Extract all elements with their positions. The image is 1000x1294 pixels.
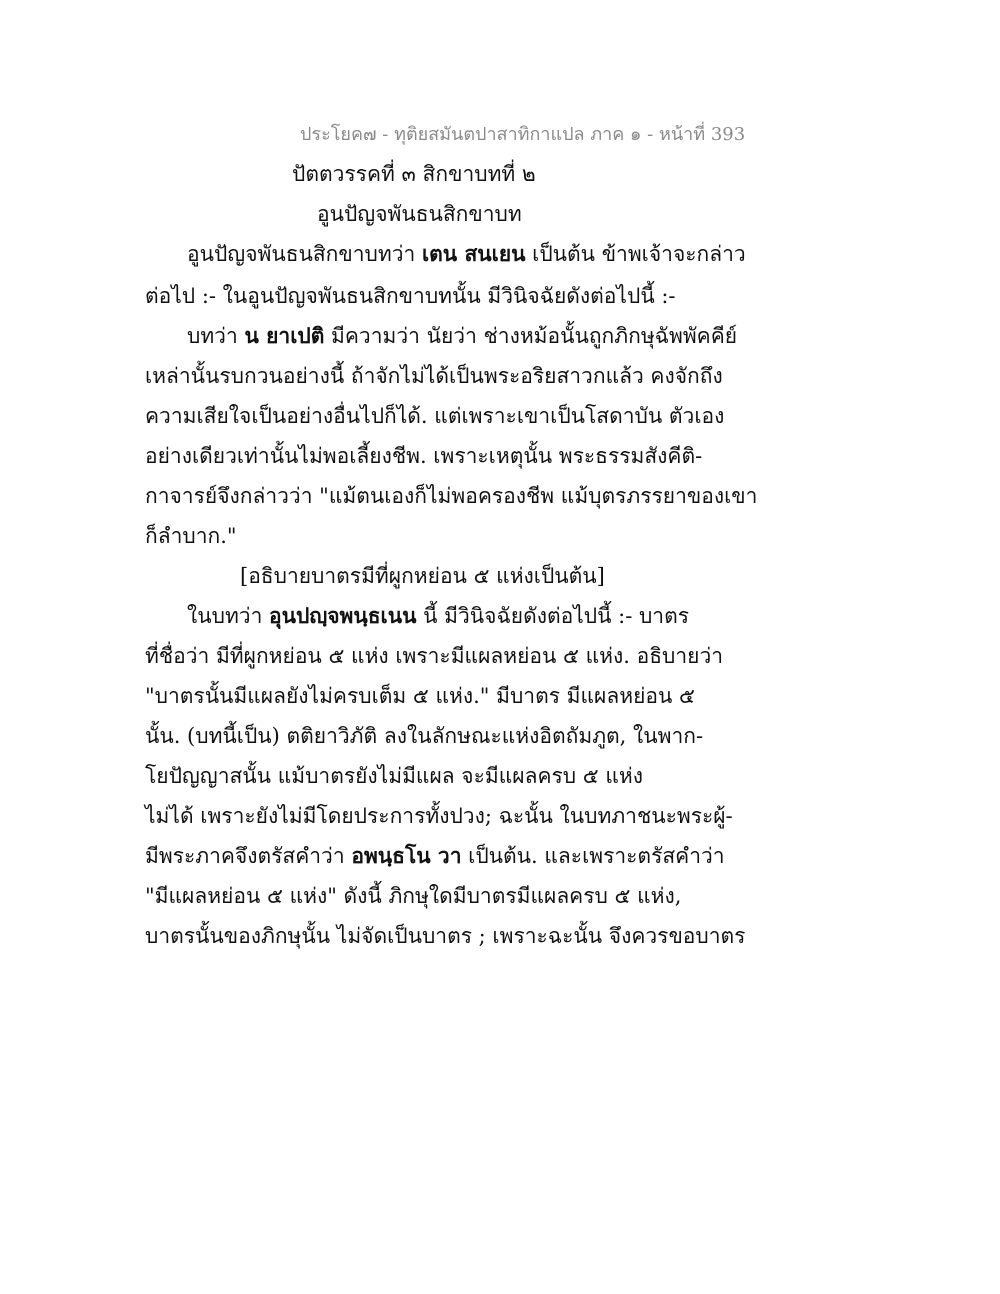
pali-term: อุนปญฺจพนฺธเนน bbox=[269, 603, 417, 628]
paragraph-3-line-1 bbox=[187, 602, 689, 630]
pali-term: น ยาเปติ bbox=[244, 323, 325, 348]
paragraph-1-line-1 bbox=[187, 240, 746, 268]
paragraph-3-line-9: บาตรนั้นของภิกษุนั้น ไม่จัดเป็นบาตร ; เพราะฉะนั้น จึงควรขอบาตร bbox=[145, 924, 746, 948]
running-head: ประโยค๗ - ทุติยสมันตปาสาทิกาแปล ภาค ๑ - หน้าที่ 393 bbox=[300, 124, 746, 145]
paragraph-3-line-8: "มีแผลหย่อน ๕ แห่ง" ดังนี้ ภิกษุใดมีบาตรมีแผลครบ ๕ แห่ง, bbox=[145, 884, 682, 908]
paragraph-2-line-2: เหล่านั้นรบกวนอย่างนี้ ถ้าจักไม่ได้เป็นพระอริยสาวกแล้ว คงจักถึง bbox=[145, 364, 723, 388]
text-span: เป็นต้น. และเพราะตรัสคำว่า bbox=[461, 844, 725, 868]
paragraph-3-line-3: "บาตรนั้นมีแผลยังไม่ครบเต็ม ๕ แห่ง." มีบาตร มีแผลหย่อน ๕ bbox=[145, 684, 695, 708]
sikkhapada-heading: อูนปัญจพันธนสิกขาบท bbox=[317, 202, 522, 226]
paragraph-2-line-4: อย่างเดียวเท่านั้นไม่พอเลี้ยงชีพ. เพราะเหตุนั้น พระธรรมสังคีติ- bbox=[145, 444, 703, 468]
paragraph-3-line-4: นั้น. (บทนี้เป็น) ตติยาวิภัติ ลงในลักษณะแห่งอิตถัมภูต, ในพาก- bbox=[145, 724, 704, 748]
text-span: มีพระภาคจึงตรัสคำว่า bbox=[145, 844, 352, 868]
text-span: ในบทว่า bbox=[187, 604, 270, 628]
vagga-heading: ปัตตวรรคที่ ๓ สิกขาบทที่ ๒ bbox=[292, 162, 536, 186]
text-span: บทว่า bbox=[187, 324, 245, 348]
text-span: มีความว่า นัยว่า ช่างหม้อนั้นถูกภิกษุฉัพพัคคีย์ bbox=[324, 324, 738, 348]
paragraph-2-line-3: ความเสียใจเป็นอย่างอื่นไปก็ได้. แต่เพราะเขาเป็นโสดาบัน ตัวเอง bbox=[145, 404, 725, 428]
paragraph-3-line-6: ไม่ได้ เพราะยังไม่มีโดยประการทั้งปวง; ฉะนั้น ในบทภาชนะพระผู้- bbox=[145, 804, 733, 828]
paragraph-3-line-7 bbox=[145, 842, 725, 870]
paragraph-1-line-2: ต่อไป :- ในอูนปัญจพันธนสิกขาบทนั้น มีวินิจฉัยดังต่อไปนี้ :- bbox=[145, 284, 676, 308]
paragraph-2-line-1 bbox=[187, 322, 737, 350]
paragraph-2-line-5: กาจารย์จึงกล่าวว่า "แม้ตนเองก็ไม่พอครองชีพ แม้บุตรภรรยาของเขา bbox=[145, 484, 758, 508]
pali-term: อพนฺธโน วา bbox=[351, 843, 462, 868]
text-span: นี้ มีวินิจฉัยดังต่อไปนี้ :- บาตร bbox=[416, 604, 690, 628]
paragraph-3-line-5: โยปัญญาสนั้น แม้บาตรยังไม่มีแผล จะมีแผลครบ ๕ แห่ง bbox=[145, 764, 643, 788]
paragraph-2-line-6: ก็ลำบาก." bbox=[145, 524, 237, 548]
paragraph-3-line-2: ที่ชื่อว่า มีที่ผูกหย่อน ๕ แห่ง เพราะมีแผลหย่อน ๕ แห่ง. อธิบายว่า bbox=[145, 644, 724, 668]
text-span: เป็นต้น ข้าพเจ้าจะกล่าว bbox=[525, 242, 746, 266]
text-span: อูนปัญจพันธนสิกขาบทว่า bbox=[187, 242, 422, 266]
pali-term: เตน สนเยน bbox=[421, 241, 526, 266]
section-heading: [อธิบายบาตรมีที่ผูกหย่อน ๕ แห่งเป็นต้น] bbox=[240, 564, 605, 588]
